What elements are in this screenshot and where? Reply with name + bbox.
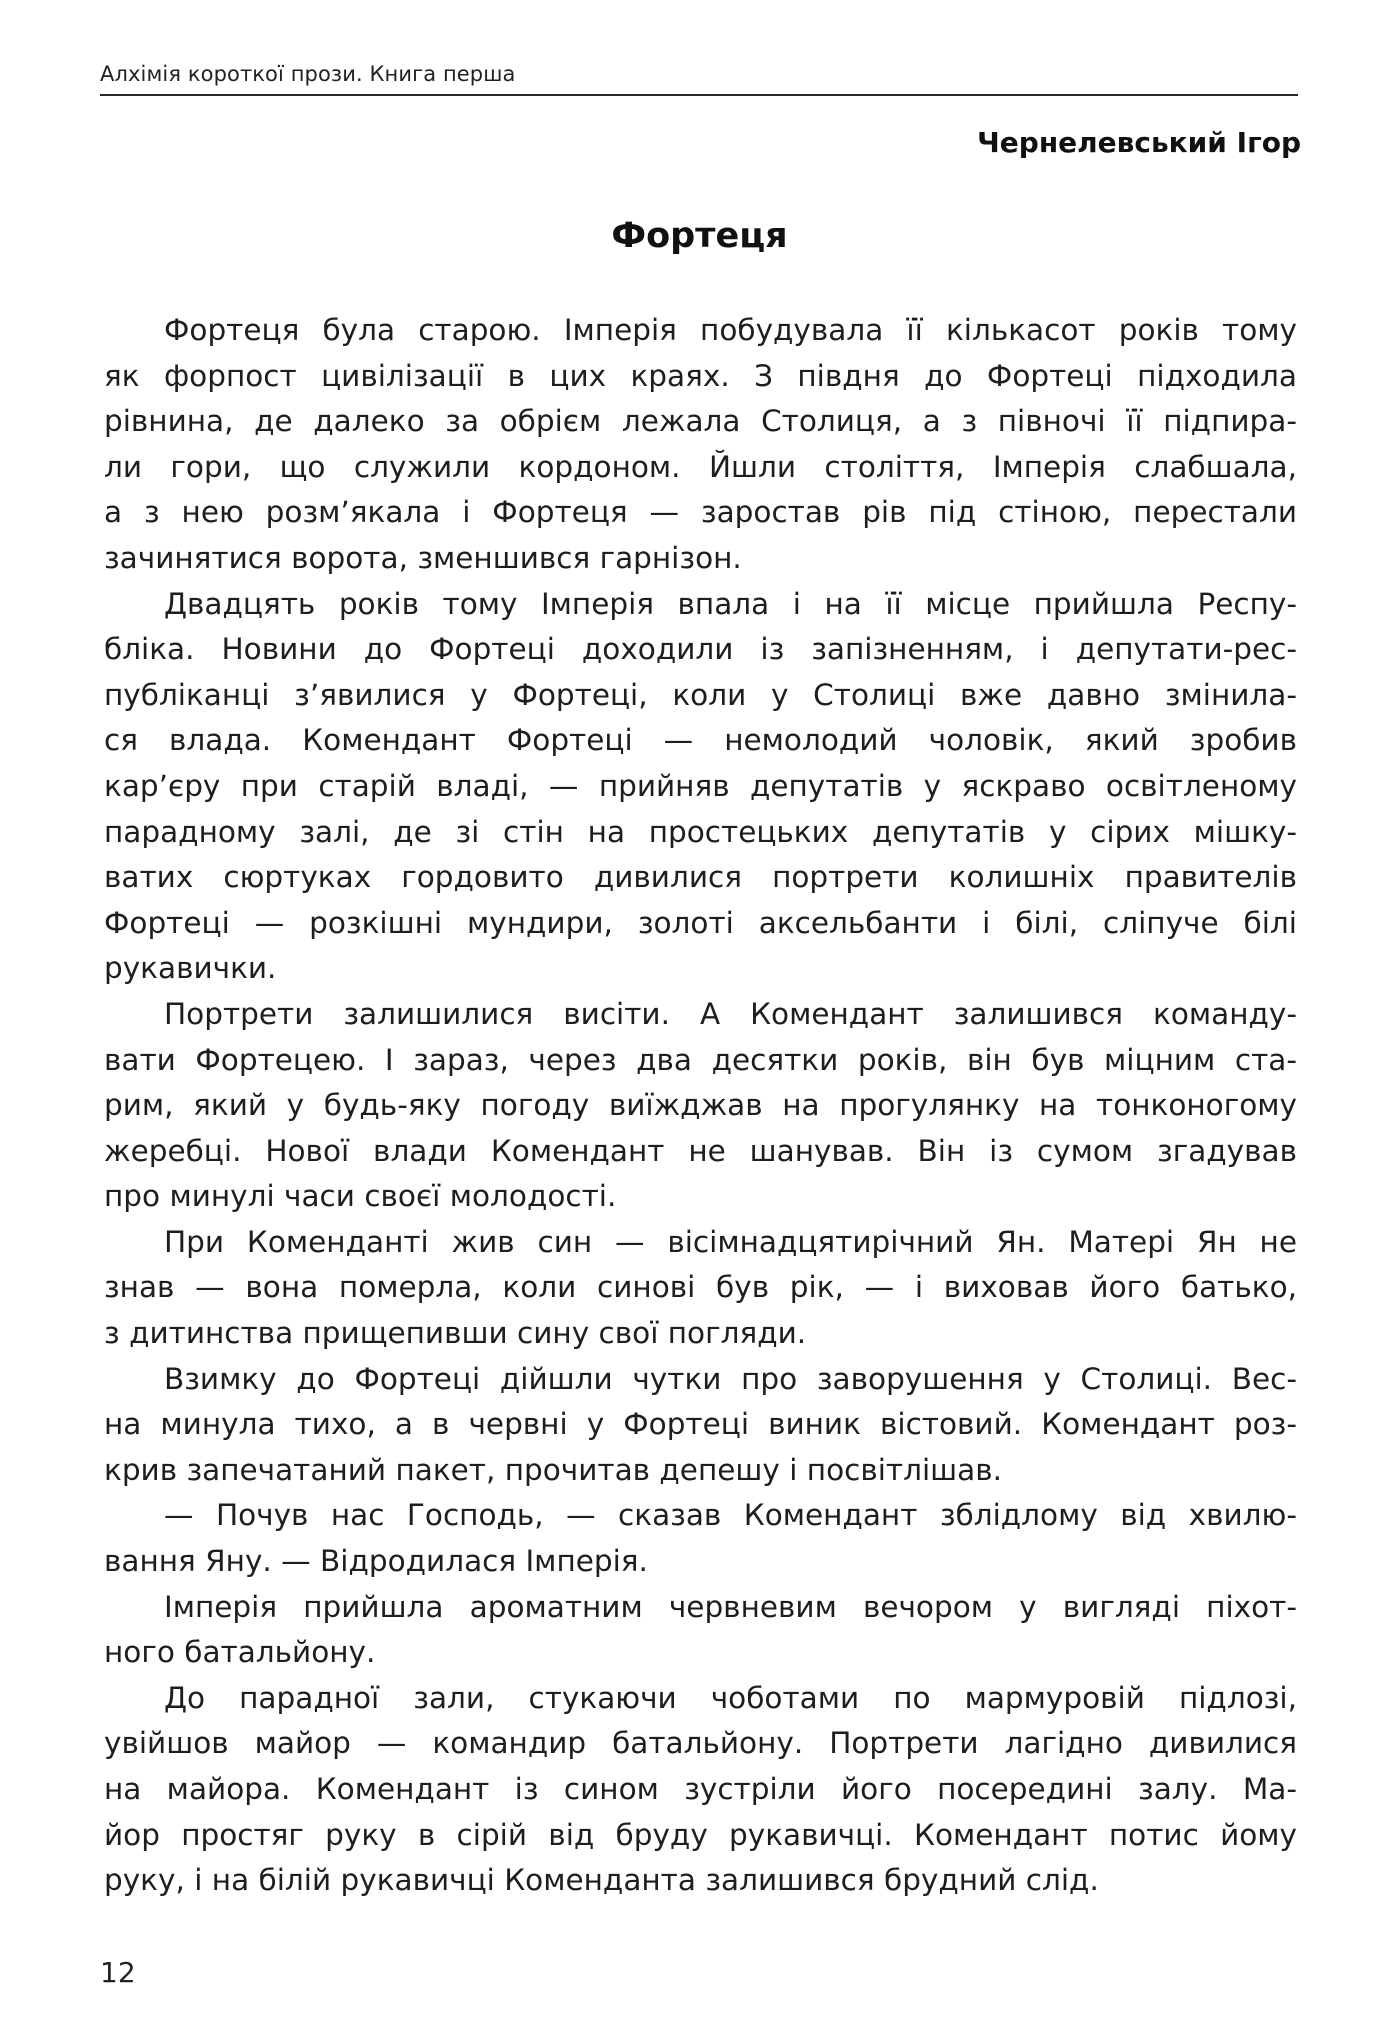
story-paragraph: [104, 1220, 1297, 1357]
text-line: кар’єру при старій владі, — прийняв депутатів у яскраво освітленому: [104, 768, 1297, 803]
text-line: а з нею розм’якала і Фортеця — заростав рів під стіною, перестали: [104, 495, 1297, 530]
text-line: Портрети залишилися висіти. А Комендант залишився команду-: [164, 996, 1297, 1031]
text-line: Двадцять років тому Імперія впала і на її місце прийшла Респу-: [164, 586, 1297, 621]
text-line: Фортеці — розкішні мундири, золоті аксельбанти і білі, сліпуче білі: [104, 905, 1297, 940]
story-paragraph: [104, 582, 1297, 992]
text-line: бліка. Новини до Фортеці доходили із запізненням, і депутати-рес-: [104, 632, 1297, 667]
text-line: зачинятися ворота, зменшився гарнізон.: [104, 540, 742, 575]
text-line: рим, який у будь-яку погоду виїжджав на прогулянку на тонконогому: [104, 1088, 1297, 1123]
text-line: Фортеця була старою. Імперія побудувала її кількасот років тому: [164, 313, 1297, 347]
text-line: Імперія прийшла ароматним червневим вечором у вигляді піхот-: [164, 1589, 1297, 1624]
story-paragraph: [104, 992, 1297, 1220]
text-line: Взимку до Фортеці дійшли чутки про заворушення у Столиці. Вес-: [164, 1361, 1297, 1396]
story-title: Фортеця: [611, 216, 788, 256]
text-line: увійшов майор — командир батальйону. Портрети лагідно дивилися: [104, 1726, 1297, 1761]
text-line: — Почув нас Господь, — сказав Комендант зблідлому від хвилю-: [164, 1498, 1297, 1533]
story-paragraph: [104, 1676, 1297, 1904]
header-rule: [100, 94, 1298, 96]
text-line: вати Фортецею. І зараз, через два десятки років, він був міцним ста-: [104, 1042, 1297, 1077]
page-number: 12: [100, 1956, 136, 1989]
text-line: жеребці. Нової влади Комендант не шанував. Він із сумом згадував: [104, 1133, 1297, 1168]
story-paragraph: [104, 1493, 1297, 1584]
text-line: на майора. Комендант із сином зустріли його посередині залу. Ма-: [104, 1772, 1297, 1806]
text-line: руку, і на білій рукавичці Коменданта залишився брудний слід.: [104, 1863, 1099, 1898]
story-paragraph: [104, 1585, 1297, 1676]
text-line: До парадної зали, стукаючи чоботами по мармуровій підлозі,: [164, 1680, 1297, 1715]
story-body: [104, 308, 1297, 1904]
text-line: ватих сюртуках гордовито дивилися портрети колишніх правителів: [104, 860, 1297, 895]
text-line: рівнина, де далеко за обрієм лежала Столиця, а з півночі її підпира-: [104, 404, 1297, 439]
text-line: парадному залі, де зі стін на простецьких депутатів у сірих мішку-: [104, 814, 1297, 849]
author-name: Чернелевський Ігор: [977, 126, 1301, 159]
text-line: рукавички.: [104, 951, 277, 986]
text-line: ся влада. Комендант Фортеці — немолодий чоловік, який зробив: [104, 723, 1297, 758]
text-line: ного батальйону.: [104, 1635, 376, 1670]
text-line: публіканці з’явилися у Фортеці, коли у Столиці вже давно змінила-: [104, 677, 1297, 712]
text-line: вання Яну. — Відродилася Імперія.: [104, 1544, 648, 1579]
text-line: крив запечатаний пакет, прочитав депешу і посвітлішав.: [104, 1452, 1003, 1487]
text-line: з дитинства прищепивши сину свої погляди.: [104, 1316, 807, 1351]
text-line: про минулі часи своєї молодості.: [104, 1179, 617, 1214]
text-line: йор простяг руку в сірій від бруду рукавичці. Комендант потис йому: [104, 1817, 1297, 1852]
story-paragraph: [104, 308, 1297, 582]
text-line: При Коменданті жив син — вісімнадцятирічний Ян. Матері Ян не: [164, 1224, 1297, 1259]
running-header: Алхімія короткої прози. Книга перша: [100, 62, 516, 86]
text-line: знав — вона померла, коли синові був рік, — і виховав його батько,: [104, 1270, 1297, 1305]
text-line: ли гори, що служили кордоном. Йшли століття, Імперія слабшала,: [104, 449, 1297, 484]
story-paragraph: [104, 1357, 1297, 1494]
text-line: на минула тихо, а в червні у Фортеці виник вістовий. Комендант роз-: [104, 1407, 1297, 1442]
text-line: як форпост цивілізації в цих краях. З півдня до Фортеці підходила: [104, 358, 1297, 393]
